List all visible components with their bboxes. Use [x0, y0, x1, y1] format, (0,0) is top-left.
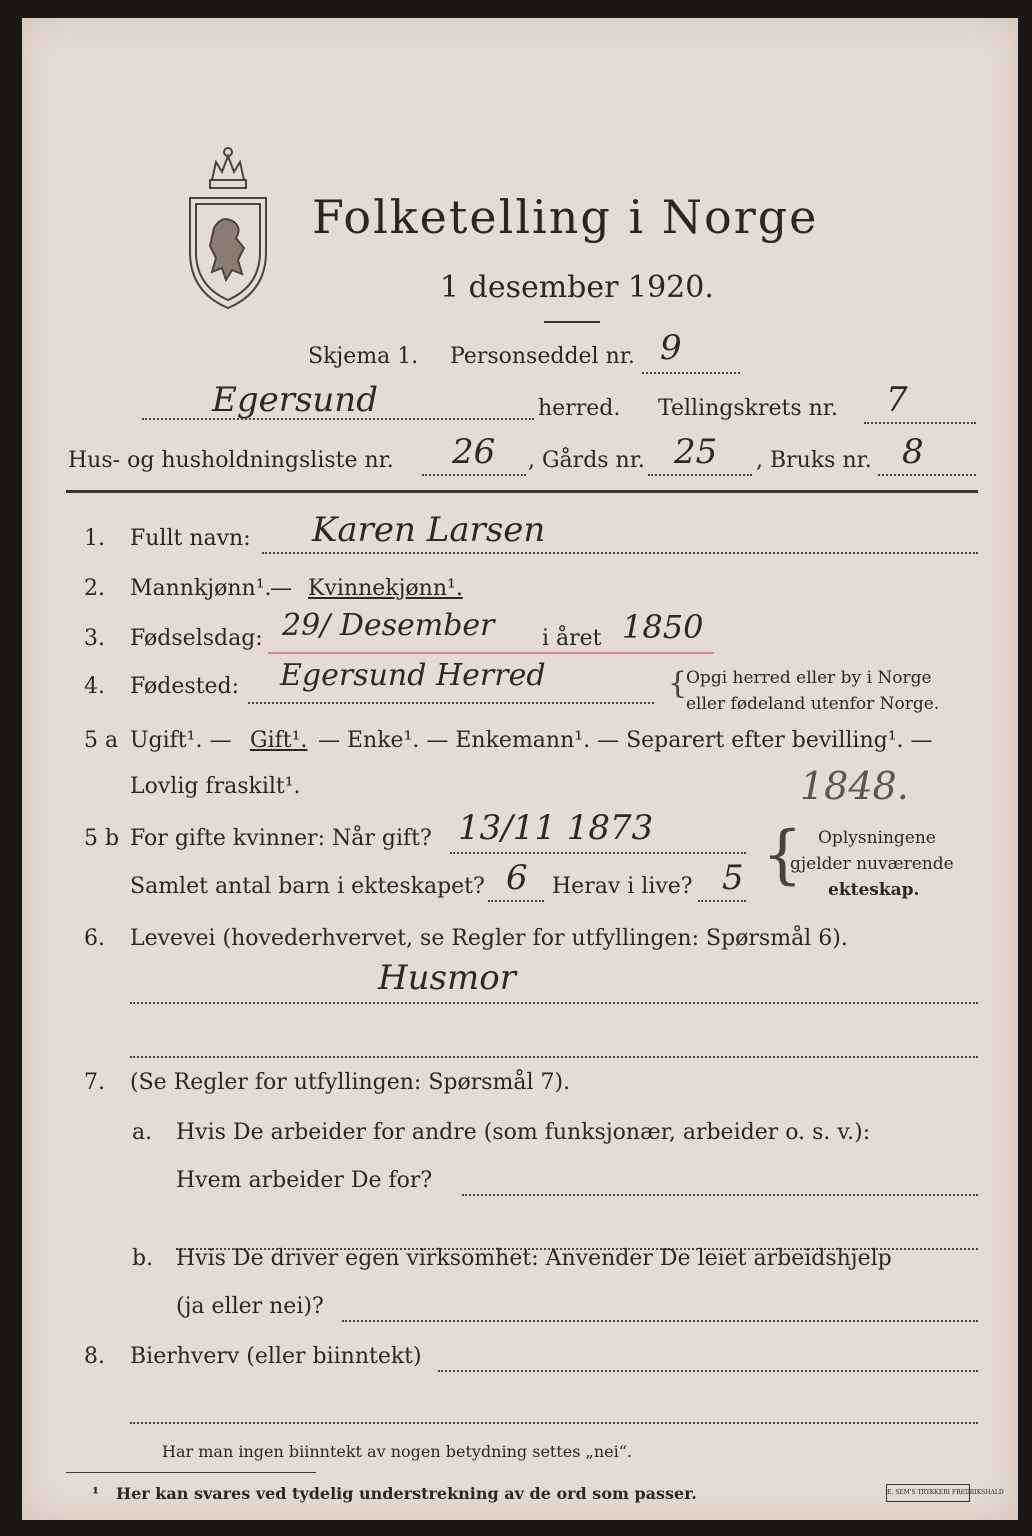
q5b-note-line1: Oplysningene — [818, 828, 936, 848]
q5a-number: 5 a — [84, 728, 119, 753]
hus-field — [422, 474, 526, 476]
side-income-field-2[interactable] — [130, 1422, 978, 1424]
q5a-other-options[interactable]: — Enke¹. — Enkemann¹. — Separert efter bevilling¹. — — [318, 728, 933, 753]
q7a-label: Hvis De arbeider for andre (som funksjonær, arbeider o. s. v.): — [176, 1120, 871, 1145]
q4-brace: { — [668, 666, 688, 701]
personseddel-field — [642, 372, 740, 374]
q1-label: Fullt navn: — [130, 526, 251, 551]
q2-number: 2. — [84, 576, 105, 601]
children-value[interactable]: 6 — [506, 858, 528, 898]
gards-field — [648, 474, 752, 476]
q5a-unmarried-option[interactable]: Ugift¹. — — [130, 728, 232, 753]
q7a-letter: a. — [132, 1120, 153, 1145]
q1-number: 1. — [84, 526, 105, 551]
q4-note-line2: eller fødeland utenfor Norge. — [686, 694, 940, 714]
children-label: Samlet antal barn i ekteskapet? — [130, 874, 485, 899]
birthday-underline — [268, 652, 714, 654]
q3-label: Fødselsdag: — [130, 626, 263, 651]
skjema-label: Skjema 1. — [308, 344, 419, 369]
q8-label: Bierhverv (eller biinntekt) — [130, 1344, 422, 1369]
q7b-letter: b. — [132, 1246, 154, 1271]
occupation-field-2 — [130, 1056, 978, 1058]
q3-year-label: i året — [542, 626, 602, 651]
q8-number: 8. — [84, 1344, 105, 1369]
hus-label: Hus- og husholdningsliste nr. — [68, 448, 394, 473]
q8-note: Har man ingen biinntekt av nogen betydning settes „nei“. — [162, 1442, 632, 1461]
full-name-field — [262, 552, 978, 554]
census-form-page — [22, 18, 1018, 1520]
birthplace-field — [248, 702, 654, 704]
q5b-note-line3: ekteskap. — [828, 880, 920, 900]
marriage-date-field — [450, 852, 746, 854]
bruks-label: , Bruks nr. — [756, 448, 872, 473]
herred-label: herred. — [538, 396, 621, 421]
q4-note-line1: Opgi herred eller by i Norge — [686, 668, 932, 688]
footnote-divider — [66, 1472, 316, 1473]
hus-value[interactable]: 26 — [452, 432, 496, 472]
page-title: Folketelling i Norge — [312, 190, 819, 244]
q7b-label: Hvis De driver egen virksomhet: Anvender De leiet arbeidshjelp — [176, 1246, 892, 1271]
herred-value[interactable]: Egersund — [212, 380, 378, 420]
hired-help-field[interactable] — [342, 1320, 978, 1322]
q5a-annotation: 1848. — [800, 764, 909, 808]
marriage-date-value[interactable]: 13/11 1873 — [458, 808, 654, 848]
census-date: 1 desember 1920. — [440, 270, 714, 305]
q4-label: Fødested: — [130, 674, 240, 699]
header-divider — [66, 490, 978, 493]
alive-field — [698, 900, 746, 902]
gards-value[interactable]: 25 — [674, 432, 718, 472]
personseddel-value[interactable]: 9 — [660, 328, 682, 368]
birth-year-value[interactable]: 1850 — [622, 608, 704, 646]
herred-field — [142, 418, 534, 420]
employer-field[interactable] — [462, 1194, 978, 1196]
q4-number: 4. — [84, 674, 105, 699]
q6-number: 6. — [84, 926, 105, 951]
q7-label: (Se Regler for utfyllingen: Spørsmål 7). — [130, 1070, 571, 1095]
alive-label: Herav i live? — [552, 874, 693, 899]
q5b-label: For gifte kvinner: Når gift? — [130, 826, 432, 851]
side-income-field[interactable] — [438, 1370, 978, 1372]
q5b-brace: { — [762, 818, 803, 892]
occupation-field-1 — [130, 1002, 978, 1004]
bruks-value[interactable]: 8 — [902, 432, 924, 472]
q2-female-option[interactable]: Kvinnekjønn¹. — [308, 576, 463, 601]
tellingskrets-field — [864, 422, 976, 424]
footnote-mark: ¹ — [92, 1484, 100, 1503]
q5a-married-option[interactable]: Gift¹. — [250, 728, 308, 753]
alive-value[interactable]: 5 — [722, 858, 744, 898]
q2-male-option[interactable]: Mannkjønn¹. — [130, 576, 272, 601]
q5b-number: 5 b — [84, 826, 120, 851]
footnote-text: Her kan svares ved tydelig understrekning av de ord som passer. — [116, 1484, 697, 1503]
gards-label: , Gårds nr. — [528, 448, 645, 473]
q3-number: 3. — [84, 626, 105, 651]
full-name-value[interactable]: Karen Larsen — [312, 510, 546, 550]
q6-label: Levevei (hovederhvervet, se Regler for utfyllingen: Spørsmål 6). — [130, 926, 848, 951]
q7b-help-label: (ja eller nei)? — [176, 1294, 324, 1319]
tellingskrets-value[interactable]: 7 — [886, 380, 908, 420]
tellingskrets-label: Tellingskrets nr. — [658, 396, 838, 421]
printer-stamp: E. SEM'S TRYKKERI FREDRIKSHALD — [886, 1484, 970, 1502]
q5a-divorced-option[interactable]: Lovlig fraskilt¹. — [130, 774, 301, 799]
title-divider — [544, 321, 600, 323]
norwegian-lion-shield-icon — [182, 142, 274, 312]
bruks-field — [878, 474, 976, 476]
children-field — [488, 900, 544, 902]
occupation-value[interactable]: Husmor — [378, 958, 516, 998]
q2-dash: — — [270, 576, 292, 601]
q5b-note-line2: gjelder nuværende — [790, 854, 954, 874]
personseddel-label: Personseddel nr. — [450, 344, 635, 369]
birthday-value[interactable]: 29/ Desember — [282, 608, 495, 643]
q7-number: 7. — [84, 1070, 105, 1095]
q7a-employer-label: Hvem arbeider De for? — [176, 1168, 433, 1193]
birthplace-value[interactable]: Egersund Herred — [280, 658, 546, 693]
